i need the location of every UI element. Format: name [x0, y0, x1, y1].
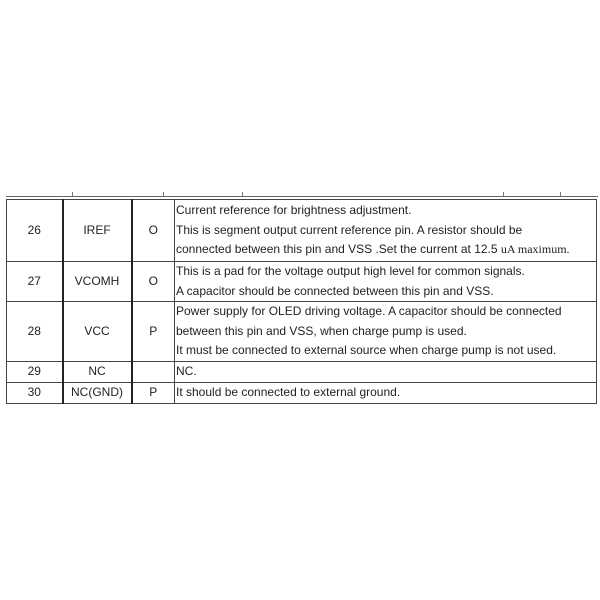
pin-number: 26 [7, 200, 63, 262]
column-tick [72, 192, 73, 197]
pin-name: IREF [63, 200, 132, 262]
pin-description [175, 262, 597, 302]
table-row [7, 382, 597, 403]
pin-number: 30 [7, 382, 63, 403]
description-text: uA maximum. [500, 242, 570, 257]
description-text: connected between this pin and VSS .Set the current at 12.5 [176, 242, 501, 257]
table-row [7, 362, 597, 383]
pin-number: 28 [7, 302, 63, 362]
pin-number: 27 [7, 262, 63, 302]
description-line: between this pin and VSS, when charge pump is used. [176, 323, 467, 338]
table-row [7, 262, 597, 302]
column-tick [242, 192, 243, 197]
column-tick [163, 192, 164, 197]
description-line: NC. [176, 364, 197, 378]
pin-type: P [132, 382, 175, 403]
description-line: This is segment output current reference pin. A resistor should be [176, 222, 523, 237]
pin-name: NC(GND) [63, 382, 132, 403]
description-line [176, 240, 594, 260]
pin-name: VCOMH [63, 262, 132, 302]
description-line: A capacitor should be connected between this pin and VSS. [176, 283, 494, 298]
pin-description-table [6, 199, 597, 404]
description-line: It must be connected to external source when charge pump is not used. [176, 343, 557, 358]
pin-description [175, 302, 597, 362]
table-row [7, 200, 597, 262]
pin-description [175, 382, 597, 403]
pin-type: P [132, 302, 175, 362]
table-top-rule [6, 196, 598, 197]
pin-description [175, 362, 597, 383]
pin-number: 29 [7, 362, 63, 383]
description-line: This is a pad for the voltage output high level for common signals. [176, 264, 525, 278]
pin-description [175, 200, 597, 262]
pin-name: NC [63, 362, 132, 383]
column-tick [560, 192, 561, 197]
description-line: Power supply for OLED driving voltage. A capacitor should be connected [176, 304, 562, 319]
table-row [7, 302, 597, 362]
description-line: Current reference for brightness adjustment. [176, 203, 412, 218]
pin-type: O [132, 262, 175, 302]
pin-type: O [132, 200, 175, 262]
column-tick [503, 192, 504, 197]
pin-type [132, 362, 175, 383]
description-line: It should be connected to external ground. [176, 384, 401, 399]
pin-name: VCC [63, 302, 132, 362]
